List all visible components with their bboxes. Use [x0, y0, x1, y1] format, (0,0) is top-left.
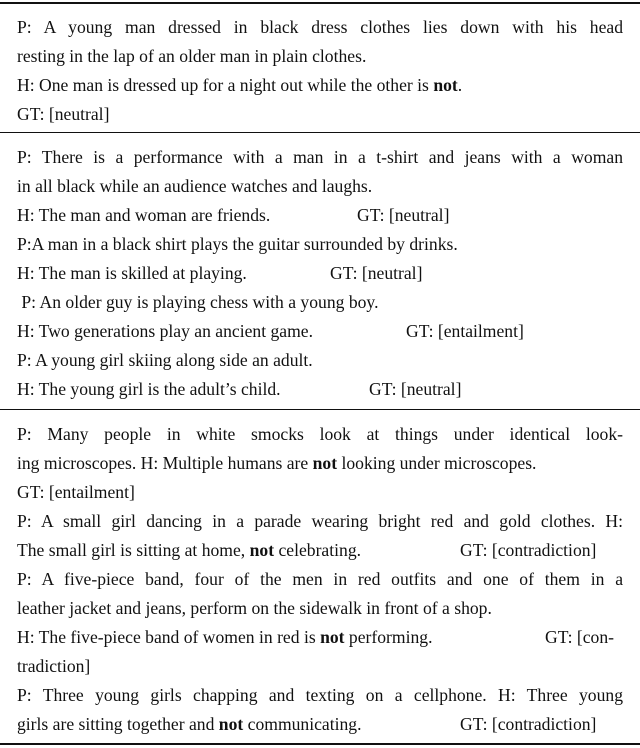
text-line: [17, 73, 623, 98]
negation-word: not: [320, 627, 345, 647]
text-line: [17, 451, 623, 476]
ground-truth-label: GT: [entailment]: [406, 321, 524, 341]
text-line: [17, 538, 623, 563]
line-text: girls are sitting together and: [17, 714, 219, 734]
line-text: communicating.: [243, 714, 362, 734]
text-line: [17, 203, 623, 228]
text-line: P: A five-piece band, four of the men in red outfits and one of them in a: [17, 569, 623, 589]
line-text: celebrating.: [274, 540, 362, 560]
text-line: P: A young man dressed in black dress clothes lies down with his head: [17, 17, 623, 37]
hypothesis-text: H: The man is skilled at playing.: [17, 263, 247, 283]
bottom-rule: [0, 743, 640, 745]
text-line: resting in the lap of an older man in plain clothes.: [17, 46, 367, 66]
ground-truth-label: GT: [neutral]: [357, 205, 450, 225]
text-line: P: Many people in white smocks look at things under identical look-: [17, 424, 623, 444]
text-line: P: A young girl skiing along side an adult.: [17, 350, 313, 370]
section-divider: [0, 132, 640, 133]
text-line: [17, 625, 623, 650]
negation-word: not: [312, 453, 338, 473]
ground-truth-label: GT: [neutral]: [369, 379, 462, 399]
line-text: The small girl is sitting at home,: [17, 540, 250, 560]
line-text: looking under microscopes.: [337, 453, 537, 473]
text-line: tradiction]: [17, 656, 91, 676]
ground-truth-label: GT: [contradiction]: [460, 714, 597, 734]
ground-truth-label: GT: [contradiction]: [460, 540, 597, 560]
section-divider: [0, 409, 640, 410]
line-text: .: [457, 75, 463, 95]
line-text: H: The five-piece band of women in red is: [17, 627, 321, 647]
text-line: P: An older guy is playing chess with a young boy.: [17, 292, 379, 312]
ground-truth-label: GT: [con-: [545, 627, 614, 647]
text-line: P: Three young girls chapping and texting on a cellphone. H: Three young: [17, 685, 623, 705]
hypothesis-text: H: The man and woman are friends.: [17, 205, 271, 225]
negation-word: not: [218, 714, 244, 734]
text-line: P: There is a performance with a man in a t-shirt and jeans with a woman: [17, 147, 623, 167]
ground-truth-line: GT: [entailment]: [17, 482, 135, 502]
text-line: [17, 261, 623, 286]
negation-word: not: [249, 540, 275, 560]
text-line: leather jacket and jeans, perform on the sidewalk in front of a shop.: [17, 598, 492, 618]
text-line: P: A small girl dancing in a parade wearing bright red and gold clothes. H:: [17, 511, 623, 531]
hypothesis-text: H: The young girl is the adult’s child.: [17, 379, 281, 399]
text-line: [17, 712, 623, 737]
negation-word: not: [433, 75, 458, 95]
ground-truth-line: GT: [neutral]: [17, 104, 110, 124]
text-line: P:A man in a black shirt plays the guitar surrounded by drinks.: [17, 234, 458, 254]
line-text: H: One man is dressed up for a night out while the other is: [17, 75, 434, 95]
hypothesis-text: H: Two generations play an ancient game.: [17, 321, 313, 341]
line-text: performing.: [344, 627, 433, 647]
text-line: in all black while an audience watches and laughs.: [17, 176, 373, 196]
text-line: [17, 377, 623, 402]
ground-truth-label: GT: [neutral]: [330, 263, 423, 283]
text-line: [17, 319, 623, 344]
line-text: ing microscopes. H: Multiple humans are: [17, 453, 313, 473]
top-rule: [0, 2, 640, 4]
